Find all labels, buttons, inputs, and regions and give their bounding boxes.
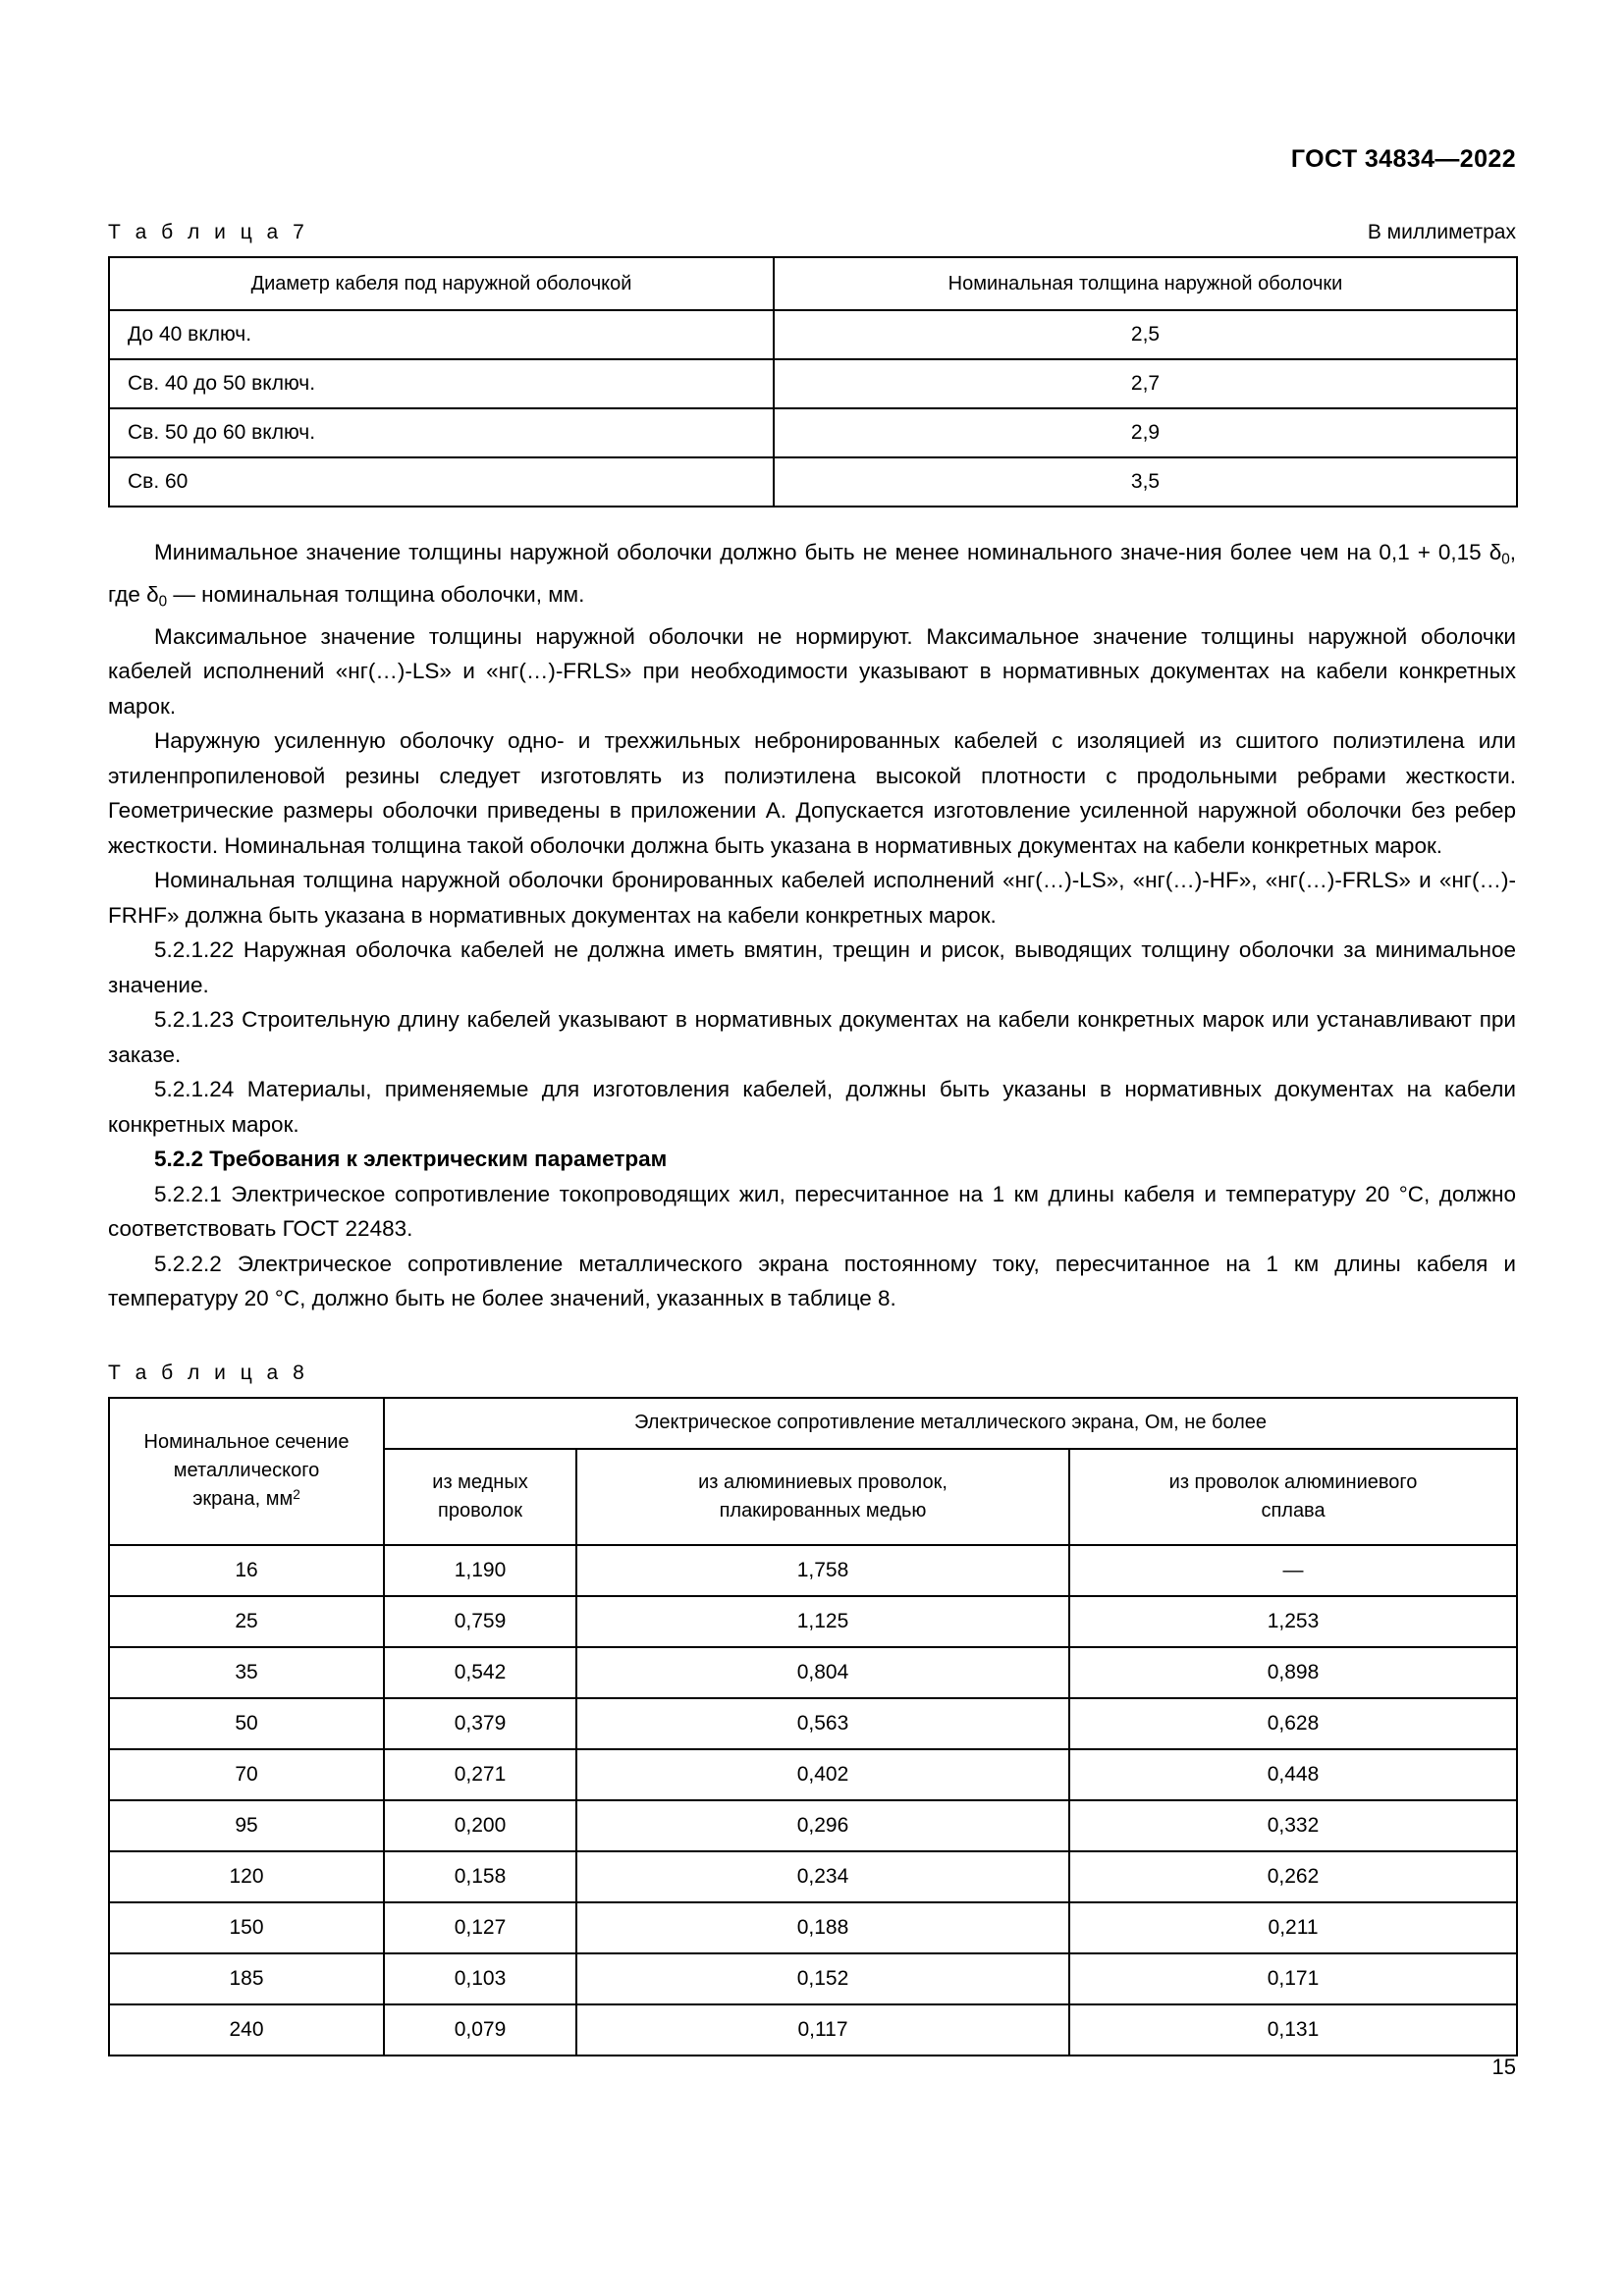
table7-units-note: В миллиметрах [1367,221,1516,243]
para-text-line1: Минимальное значение толщины наружной оболочки должно быть не менее номинального значе- [154,540,1186,564]
paragraph-5-2-1-22: 5.2.1.22 Наружная оболочка кабелей не должна иметь вмятин, трещин и рисок, выводящих толщину оболочки за минимальное значение. [108,937,1516,997]
al-clad-line2: плакированных медью [719,1499,927,1522]
section-header-line1: Номинальное сечение [143,1431,350,1453]
table8-cell-al-clad-cu: 0,563 [576,1698,1069,1749]
page-header-standard-number: ГОСТ 34834—2022 [1290,145,1516,173]
al-alloy-line2: сплава [1261,1499,1326,1522]
table8-head [109,1398,1517,1545]
table-row [109,310,1517,359]
para-text-line2a: ния более чем на 0,1 + 0,15 [1185,540,1489,564]
table8-col-header-section [109,1398,384,1545]
table8-cell-section: 120 [109,1851,384,1902]
table8-cell-al-clad-cu: 0,234 [576,1851,1069,1902]
document-content [108,221,1516,2056]
table8-cell-al-clad-cu: 0,804 [576,1647,1069,1698]
table8-cell-al-alloy: 0,332 [1069,1800,1517,1851]
table8-cell-copper: 0,759 [384,1596,576,1647]
table7-cell-thickness: 3,5 [774,457,1517,507]
table8-cell-copper: 0,542 [384,1647,576,1698]
table7-body [109,310,1517,507]
table7-cell-thickness: 2,5 [774,310,1517,359]
table8-cell-copper: 0,158 [384,1851,576,1902]
table7-col-header-thickness: Номинальная толщина наружной оболочки [774,257,1517,310]
table-row [109,1953,1517,2004]
paragraph-min-thickness [108,535,1516,619]
table8-cell-copper: 1,190 [384,1545,576,1596]
table8-cell-section: 35 [109,1647,384,1698]
table8-cell-al-alloy: 0,262 [1069,1851,1517,1902]
table8-cell-al-alloy: 0,628 [1069,1698,1517,1749]
table8-cell-al-alloy: 0,898 [1069,1647,1517,1698]
table8-cell-al-alloy: 0,211 [1069,1902,1517,1953]
section-header-superscript: 2 [293,1487,300,1502]
paragraph-5-2-2-2: 5.2.2.2 Электрическое сопротивление металлического экрана постоянному току, пересчитанное на 1 км длины кабеля и температуру 20 °С, должно быть не более значений, указанных в таблице 8. [108,1251,1516,1311]
table8-cell-al-alloy: 1,253 [1069,1596,1517,1647]
table-row [109,1698,1517,1749]
table8-caption-row [108,1362,1516,1385]
table8-cell-copper: 0,127 [384,1902,576,1953]
table8-cell-section: 16 [109,1545,384,1596]
table7 [108,256,1518,507]
table-row [109,359,1517,408]
table8-col-header-copper: из медных проволок [384,1449,576,1545]
table8-cell-al-clad-cu: 1,758 [576,1545,1069,1596]
table8-header-row-1 [109,1398,1517,1449]
paragraph-max-thickness: Максимальное значение толщины наружной оболочки не нормируют. Максимальное значение толщины наружной оболочки кабелей исполнений «нг(…)-LS» и «нг(…)-FRLS» при необходимости указывают в нормативных документах на кабели конкретных марок. [108,623,1516,719]
table-row [109,2004,1517,2056]
table8-cell-al-alloy: 0,448 [1069,1749,1517,1800]
table-row [109,1800,1517,1851]
table7-cell-diameter: Св. 40 до 50 включ. [109,359,774,408]
spacer [108,1316,1516,1362]
table-row [109,1749,1517,1800]
paragraph-armoured-nominal-thickness: Номинальная толщина наружной оболочки бронированных кабелей исполнений «нг(…)-LS», «нг(…)-HF», «нг(…)-FRLS» и «нг(…)-FRHF» должна быть указана в нормативных документах на кабели конкретных марок. [108,868,1516,928]
heading-5-2-2-text: 5.2.2 Требования к электрическим параметрам [154,1147,668,1172]
table8-cell-al-clad-cu: 0,402 [576,1749,1069,1800]
section-header-line3: экрана, мм [192,1488,294,1511]
table8-cell-section: 50 [109,1698,384,1749]
table8-cell-al-alloy: — [1069,1545,1517,1596]
table8-cell-al-clad-cu: 0,188 [576,1902,1069,1953]
table7-cell-thickness: 2,9 [774,408,1517,457]
table-row [109,1902,1517,1953]
table8-cell-copper: 0,079 [384,2004,576,2056]
table-row [109,1647,1517,1698]
table8-cell-al-clad-cu: 0,296 [576,1800,1069,1851]
table7-cell-thickness: 2,7 [774,359,1517,408]
table8-cell-copper: 0,271 [384,1749,576,1800]
paragraph-reinforced-sheath: Наружную усиленную оболочку одно- и трехжильных небронированных кабелей с изоляцией из сшитого полиэтилена или этиленпропиленовой резины следует изготовлять из полиэтилена высокой плотности с продольными ребрами жесткости. Геометрические размеры оболочки приведены в приложении А. Допускается изготовление усиленной наружной оболочки без ребер жесткости. Номинальная толщина такой оболочки должна быть указана в нормативных документах на кабели конкретных марок. [108,728,1516,858]
body-text-block [108,535,1516,1316]
table8-cell-copper: 0,200 [384,1800,576,1851]
table8 [108,1397,1518,2056]
delta-subscript: 0 [1501,551,1510,568]
page-number: 15 [1491,2055,1516,2079]
paragraph-5-2-1-24: 5.2.1.24 Материалы, применяемые для изготовления кабелей, должны быть указаны в нормативных документах на кабели конкретных марок. [108,1077,1516,1137]
heading-5-2-2 [108,1142,1516,1177]
para-text-line2c: — номинальная толщина оболочки, мм. [167,581,585,607]
table7-head [109,257,1517,310]
delta-symbol-2: $\delta_0$ [146,581,168,611]
table-row [109,1545,1517,1596]
section-header-line2: металлического [173,1460,320,1481]
table8-body [109,1545,1517,2056]
table7-cell-diameter: Св. 60 [109,457,774,507]
table7-cell-diameter: До 40 включ. [109,310,774,359]
table-row [109,1851,1517,1902]
table8-group-header: Электрическое сопротивление металлического экрана, Ом, не более [384,1398,1517,1449]
table8-col-header-al-alloy [1069,1449,1517,1545]
table7-header-row [109,257,1517,310]
table7-col-header-diameter: Диаметр кабеля под наружной оболочкой [109,257,774,310]
table8-col-header-al-clad-cu [576,1449,1069,1545]
paragraph-5-2-2-1: 5.2.2.1 Электрическое сопротивление токопроводящих жил, пересчитанное на 1 км длины кабеля и температуру 20 °С, должно соответствовать ГОСТ 22483. [108,1181,1516,1242]
table8-cell-section: 70 [109,1749,384,1800]
table8-cell-copper: 0,379 [384,1698,576,1749]
delta-subscript-2: 0 [158,593,168,611]
table7-caption: Т а б л и ц а 7 [108,221,309,243]
table-row [109,1596,1517,1647]
table8-cell-al-clad-cu: 0,152 [576,1953,1069,2004]
table7-caption-row [108,221,1516,244]
table8-cell-section: 95 [109,1800,384,1851]
table8-cell-al-clad-cu: 1,125 [576,1596,1069,1647]
table8-caption: Т а б л и ц а 8 [108,1361,309,1384]
table8-cell-section: 240 [109,2004,384,2056]
table8-cell-al-clad-cu: 0,117 [576,2004,1069,2056]
table-row [109,408,1517,457]
table8-cell-al-alloy: 0,171 [1069,1953,1517,2004]
para-text-line2b: , где [108,540,1516,607]
al-alloy-line1: из проволок алюминиевого [1168,1470,1418,1493]
paragraph-5-2-1-23: 5.2.1.23 Строительную длину кабелей указывают в нормативных документах на кабели конкретных марок или устанавливают при заказе. [108,1007,1516,1067]
table8-cell-section: 25 [109,1596,384,1647]
table7-cell-diameter: Св. 50 до 60 включ. [109,408,774,457]
table8-cell-section: 150 [109,1902,384,1953]
table8-cell-section: 185 [109,1953,384,2004]
table-row [109,457,1517,507]
table8-cell-al-alloy: 0,131 [1069,2004,1517,2056]
al-clad-line1: из алюминиевых проволок, [698,1470,947,1493]
delta-symbol: $\delta_0$ [1489,540,1510,568]
table8-cell-copper: 0,103 [384,1953,576,2004]
